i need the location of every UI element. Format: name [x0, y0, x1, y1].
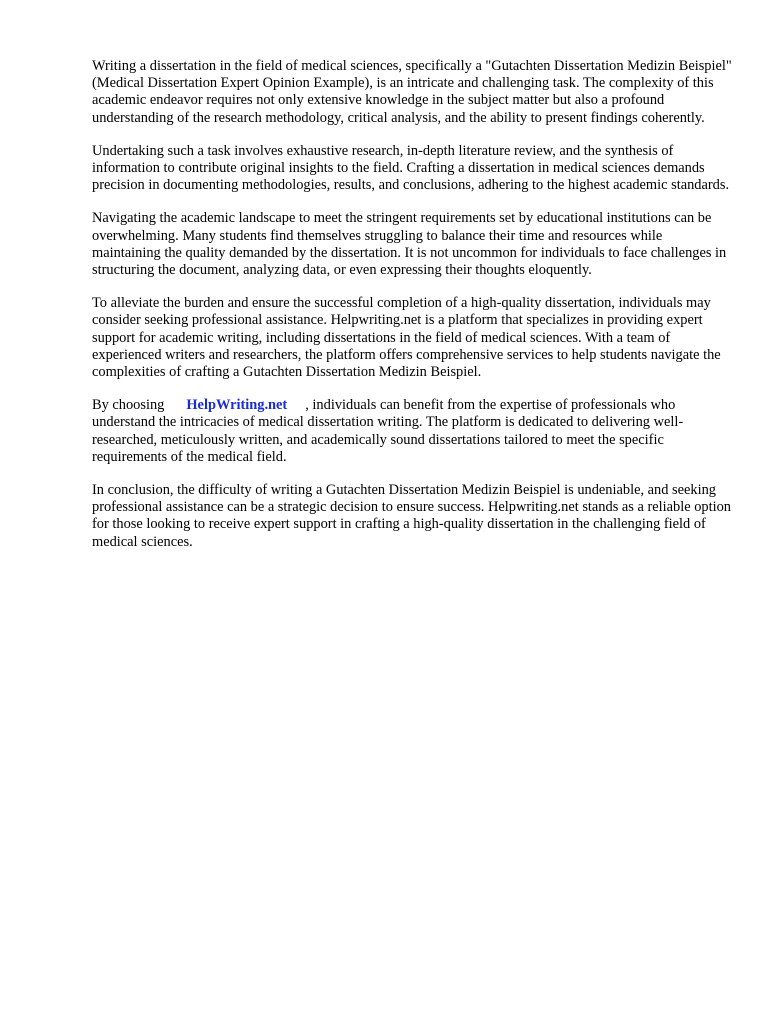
- paragraph-research: Undertaking such a task involves exhaustive research, in-depth literature review, and the synthesis of information to contribute original insights to the field. Crafting a dissertation in medical sciences demands precision in documenting methodologies, results, and conclusions, adhering to the highest academic standards.: [92, 142, 730, 194]
- paragraph-conclusion: In conclusion, the difficulty of writing a Gutachten Dissertation Medizin Beispiel is undeniable, and seeking professional assistance can be a strategic decision to ensure success. Helpwriting.net stands as a reliable option for those looking to receive expert support in crafting a high-quality dissertation in the challenging field of medical sciences.: [92, 482, 731, 550]
- choosing-suffix: , individuals can benefit from the expertise of professionals who understand the intricacies of medical dissertation writing. The platform is dedicated to delivering well-researched, meticulously written, and academically sound dissertations tailored to meet the specific requirements of the medical field.: [92, 397, 684, 465]
- choosing-prefix: By choosing: [92, 397, 165, 414]
- paragraph-challenges: Navigating the academic landscape to meet the stringent requirements set by educational institutions can be overwhelming. Many students find themselves struggling to balance their time and resources while maintaining the quality demanded by the dissertation. It is not uncommon for individuals to face challenges in structuring the document, analyzing data, or even expressing their thoughts eloquently.: [92, 210, 727, 279]
- paragraph-intro: Writing a dissertation in the field of medical sciences, specifically a "Gutachten Dissertation Medizin Beispiel" (Medical Dissertation Expert Opinion Example), is an intricate and challenging task. The complexity of this academic endeavor requires not only extensive knowledge in the subject matter but also a profound understanding of the research methodology, critical analysis, and the ability to present findings coherently.: [92, 58, 732, 126]
- paragraph-assistance: To alleviate the burden and ensure the successful completion of a high-quality dissertation, individuals may consider seeking professional assistance. Helpwriting.net is a platform that specializes in providing expert support for academic writing, including dissertations in the field of medical sciences. With a team of experienced writers and researchers, the platform offers comprehensive services to help students navigate the complexities of crafting a Gutachten Dissertation Medizin Beispiel.: [92, 295, 721, 381]
- paragraph-choosing: [92, 397, 732, 466]
- helpwriting-link[interactable]: HelpWriting.net: [186, 397, 288, 414]
- document-body: [92, 58, 732, 567]
